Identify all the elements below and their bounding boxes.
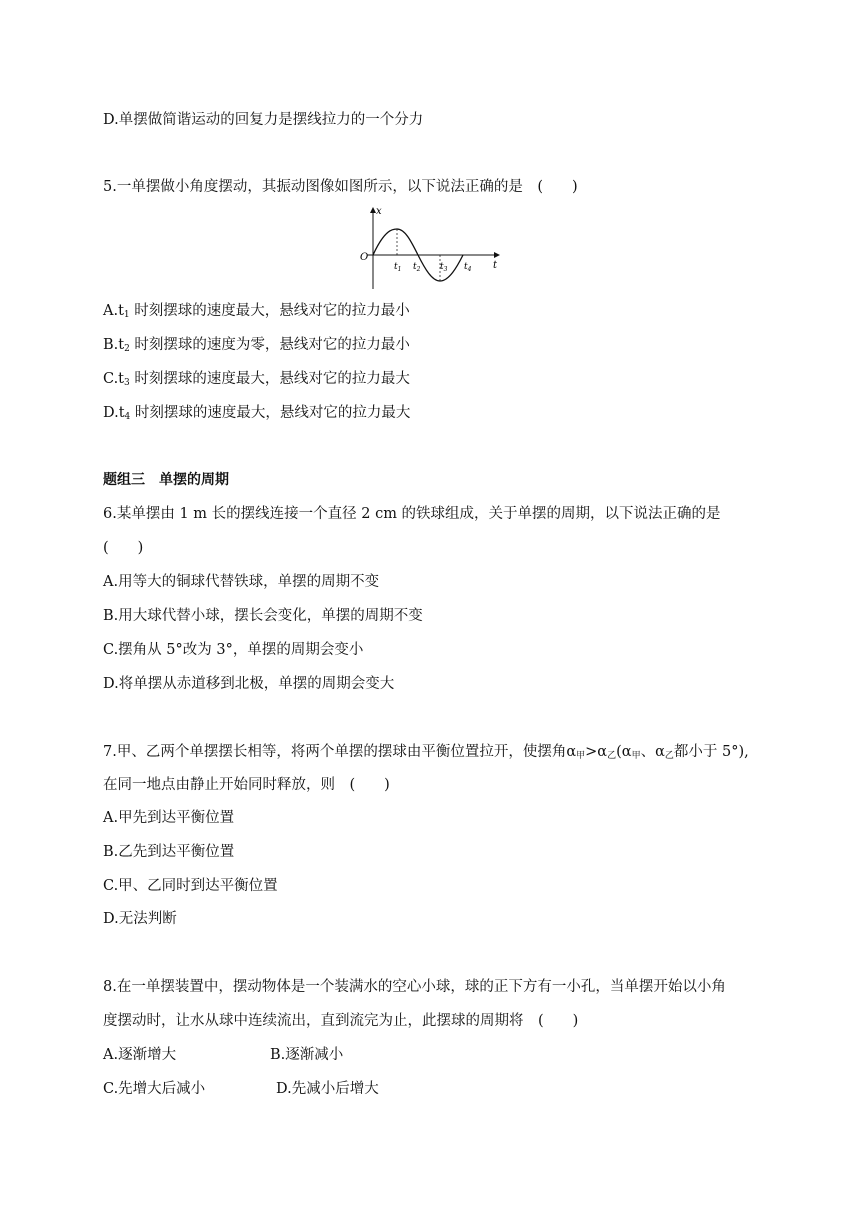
q5-option-c: $C.t_3$ 时刻摆球的速度最大，悬线对它的拉力最大 xyxy=(103,371,410,388)
q6-option-b: B.用大球代替小球，摆长会变化，单摆的周期不变 xyxy=(103,608,423,624)
q7-stem-line1: 7.甲、乙两个单摆摆长相等，将两个单摆的摆球由平衡位置拉开，使摆角$\alpha_甲>\alpha_乙(\alpha_甲$、$\alpha_乙$都小于 5°), xyxy=(103,744,749,761)
q7-option-b: B.乙先到达平衡位置 xyxy=(103,844,235,860)
tick-label-t4: $t_4$ xyxy=(464,262,472,273)
q8-option-d: D.先减小后增大 xyxy=(276,1081,379,1097)
q7-option-a: A.甲先到达平衡位置 xyxy=(103,810,235,826)
q6-option-a: A.用等大的铜球代替铁球，单摆的周期不变 xyxy=(103,574,380,590)
q7-option-d: D.无法判断 xyxy=(103,911,177,927)
tick-label-t1: $t_1$ xyxy=(394,262,402,273)
q5-option-d: $D.t_4$ 时刻摆球的速度最大，悬线对它的拉力最大 xyxy=(103,405,411,422)
origin-label: O xyxy=(360,252,369,263)
q6-option-c: C.摆角从 5°改为 3°，单摆的周期会变小 xyxy=(103,642,364,658)
tick-label-t3: $t_3$ xyxy=(440,262,448,273)
q8-stem-line1: 8.在一单摆装置中，摆动物体是一个装满水的空心小球，球的正下方有一小孔，当单摆开始以小角 xyxy=(103,979,726,995)
q8-option-a: A.逐渐增大 xyxy=(103,1047,177,1063)
q6-option-d: D.将单摆从赤道移到北极，单摆的周期会变大 xyxy=(103,676,395,692)
section-title: 题组三 单摆的周期 xyxy=(103,472,229,488)
q5-option-a: $A.t_1$ 时刻摆球的速度最大，悬线对它的拉力最小 xyxy=(103,303,410,320)
q5-option-b: $B.t_2$ 时刻摆球的速度为零，悬线对它的拉力最小 xyxy=(103,337,410,354)
tick-label-t2: $t_2$ xyxy=(413,262,421,273)
x-axis-label: t xyxy=(493,260,498,271)
q8-option-b: B.逐渐减小 xyxy=(270,1047,344,1063)
q8-stem-line2: 度摆动时，让水从球中连续流出，直到流完为止，此摆球的周期将 ( ) xyxy=(103,1013,579,1029)
vibration-graph xyxy=(355,203,505,291)
q5-stem: 5.一单摆做小角度摆动，其振动图像如图所示，以下说法正确的是 ( ) xyxy=(103,179,578,195)
y-axis-label: x xyxy=(376,206,382,217)
q8-option-c: C.先增大后减小 xyxy=(103,1081,206,1097)
q4-option-d: D.单摆做简谐运动的回复力是摆线拉力的一个分力 xyxy=(103,112,424,128)
q7-option-c: C.甲、乙同时到达平衡位置 xyxy=(103,878,278,894)
q7-stem-line2: 在同一地点由静止开始同时释放，则 ( ) xyxy=(103,777,390,793)
q6-stem-line1: 6.某单摆由 1 m 长的摆线连接一个直径 2 cm 的铁球组成，关于单摆的周期，以下说法正确的是 xyxy=(103,506,721,522)
q6-stem-line2: ( ) xyxy=(103,540,144,556)
